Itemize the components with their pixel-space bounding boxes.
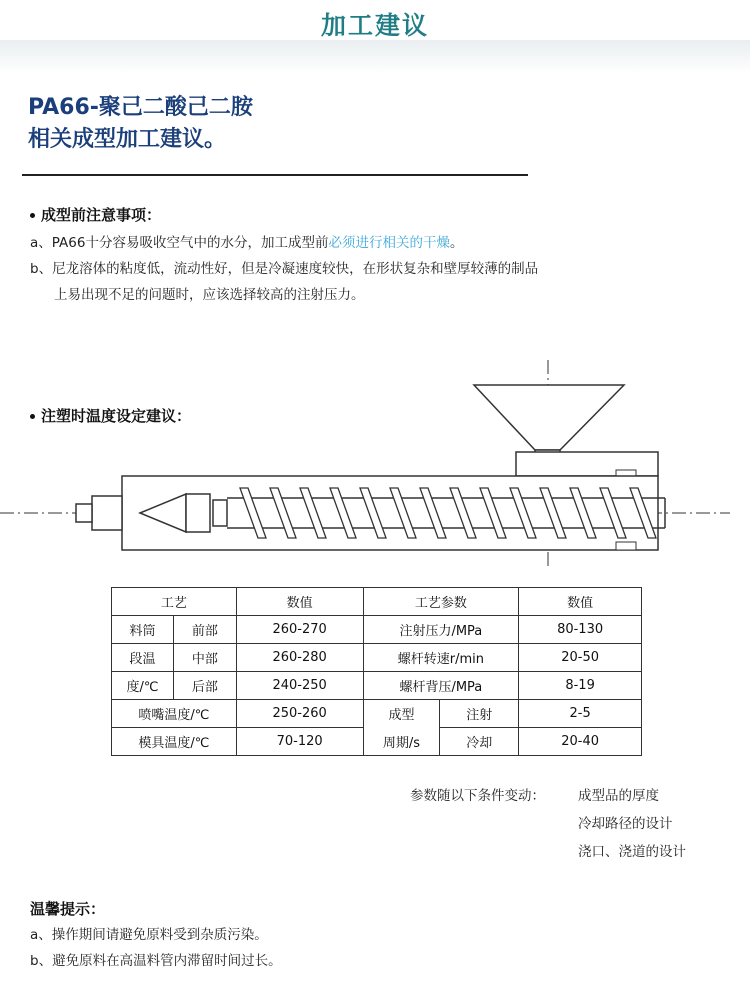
cycle-label-1: 成型 [363,700,440,728]
rear-value: 240-250 [236,672,363,700]
header-band [0,40,750,74]
cooling-port [616,542,636,550]
barrel-label-2: 段温 [112,644,174,672]
middle-value: 260-280 [236,644,363,672]
title-divider [22,174,528,176]
table-row [112,700,642,728]
front-label: 前部 [173,616,236,644]
pre-mold-section-title: 成型前注意事项： [30,204,161,225]
back-pressure-value: 8-19 [519,672,642,700]
header-param: 工艺参数 [363,588,519,616]
nozzle-temp-label: 喷嘴温度/℃ [112,700,237,728]
conditions-label: 参数随以下条件变动： [410,788,545,804]
condition-item: 成型品的厚度 [578,788,659,804]
table-row [112,616,642,644]
feed-housing [516,452,658,476]
header-value2: 数值 [519,588,642,616]
product-title [28,92,253,156]
process-parameter-table [111,587,642,756]
injection-screw-diagram [0,360,750,580]
tip-b: b、避免原料在高温料管内滞留时间过长。 [30,953,282,969]
nozzle-tip [76,504,92,522]
note-b-line2: 上易出现不足的问题时，应该选择较高的注射压力。 [54,287,365,303]
tips-list [30,922,282,974]
barrel-label-1: 料筒 [112,616,174,644]
note-a: a、PA66十分容易吸收空气中的水分，加工成型前必须进行相关的干燥。 [30,235,464,251]
screw-speed-label: 螺杆转速r/min [363,644,519,672]
tip-a: a、操作期间请避免原料受到杂质污染。 [30,927,268,943]
pre-mold-notes [30,230,730,308]
cycle-label-2: 周期/s [363,728,440,756]
page-header-title: 加工建议 [320,11,429,40]
check-valve [213,500,227,526]
temperature-section-title: 注塑时温度设定建议： [30,405,191,426]
tips-title: 温馨提示： [30,900,106,918]
product-title-line2: 相关成型加工建议。 [28,127,227,152]
inj-pressure-value: 80-130 [519,616,642,644]
header-value: 数值 [236,588,363,616]
inject-value: 2-5 [519,700,642,728]
mold-temp-value: 70-120 [236,728,363,756]
table-row [112,728,642,756]
note-b-line1: b、尼龙溶体的粘度低，流动性好，但是冷凝速度较快，在形状复杂和壁厚较薄的制品 [30,261,539,277]
nozzle-temp-value: 250-260 [236,700,363,728]
conditions-list [578,782,686,866]
cool-label: 冷却 [440,728,519,756]
cool-value: 20-40 [519,728,642,756]
middle-label: 中部 [173,644,236,672]
front-value: 260-270 [236,616,363,644]
barrel-label-3: 度/℃ [112,672,174,700]
drying-highlight: 必须进行相关的干燥 [328,235,450,251]
mold-temp-label: 模具温度/℃ [112,728,237,756]
feed-port [616,470,636,476]
table-row [112,672,642,700]
back-pressure-label: 螺杆背压/MPa [363,672,519,700]
table-row [112,644,642,672]
inject-label: 注射 [440,700,519,728]
rear-label: 后部 [173,672,236,700]
condition-item: 冷却路径的设计 [578,816,673,832]
nozzle-body [92,496,122,530]
table-row [112,588,642,616]
header-process: 工艺 [112,588,237,616]
bullet-icon [30,213,35,218]
product-title-line1: PA66-聚己二酸己二胺 [28,95,253,120]
check-ring [186,494,210,532]
inj-pressure-label: 注射压力/MPa [363,616,519,644]
screw-speed-value: 20-50 [519,644,642,672]
condition-item: 浇口、浇道的设计 [578,844,686,860]
hopper [474,385,624,450]
